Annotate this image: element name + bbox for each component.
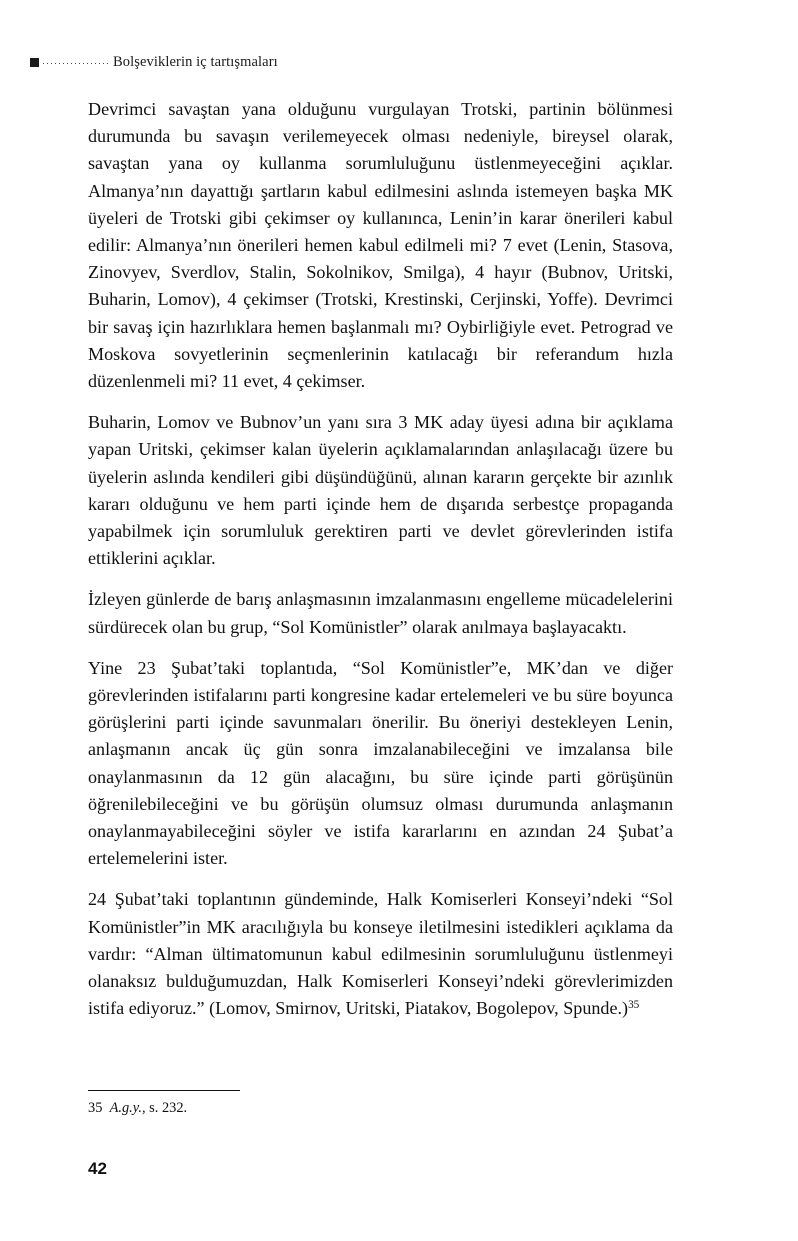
footnote-spacer	[102, 1100, 109, 1116]
paragraph: İzleyen günlerde de barış anlaşmasının imzalanmasını engelleme mücadelelerini sürdürecek olan bu grup, “Sol Komünistler” olarak anılmaya başlayacaktı.	[88, 589, 673, 637]
footnote-reference[interactable]: 35	[628, 999, 640, 1012]
footnote-number: 35	[88, 1100, 103, 1116]
footnote-source-title: A.g.y.	[109, 1100, 142, 1116]
dotted-rule-icon	[43, 63, 109, 64]
body-text-column	[88, 96, 673, 1023]
footnote-entry	[88, 1099, 673, 1118]
paragraph: Buharin, Lomov ve Bubnov’un yanı sıra 3 MK aday üyesi adına bir açıklama yapan Uritski, çekimser kalan üyelerin açıklamalarından anlaşılacağı üzere bu üyelerin aslında kendileri gibi düşündüğünü, alınan kararın gerçekte bir azınlık kararı olduğunu ve hem parti içinde hem de dışarıda serbestçe propaganda yapabilmek için sorumluluk gerektiren parti ve devlet görevlerinden istifa ettiklerini açıklar.	[88, 412, 673, 569]
footnote-separator-rule	[88, 1090, 240, 1091]
running-header	[30, 50, 680, 74]
page-number: 42	[88, 1159, 107, 1178]
paragraph: Devrimci savaştan yana olduğunu vurgulayan Trotski, partinin bölünmesi durumunda bu savaşın verilemeyecek olması nedeniyle, bireysel olarak, savaştan yana oy kullanma sorumluluğunu üstlenmeyeceğini açıklar. Almanya’nın dayattığı şartların kabul edilmesini aslında istemeyen başka MK üyeleri de Trotski gibi çekimser oy kullanınca, Lenin’in karar önerileri kabul edilir: Almanya’nın önerileri hemen kabul edilmeli mi? 7 evet (Lenin, Stasova, Zinovyev, Sverdlov, Stalin, Sokolnikov, Smilga), 4 hayır (Bubnov, Uritski, Buharin, Lomov), 4 çekimser (Trotski, Krestinski, Cerjinski, Yoffe). Devrimci bir savaş için hazırlıklara hemen başlanmalı mı? Oybirliğiyle evet. Petrograd ve Moskova sovyetlerinin seçmenlerinin katılacağı bir referandum hızla düzenlenmeli mi? 11 evet, 4 çekimser.	[88, 99, 673, 392]
paragraph: Yine 23 Şubat’taki toplantıda, “Sol Komünistler”e, MK’dan ve diğer görevlerinden istifalarını parti kongresine kadar ertelemeleri ve bu süre boyunca görüşlerini parti içinde savunmaları önerilir. Bu öneriyi destekleyen Lenin, anlaşmanın ancak üç gün sonra imzalanabileceğini ve imzalansa bile onaylanmasının da 12 gün alacağını, bu süre içinde parti görüşünün öğrenilebileceğini ve bu görüşün olumsuz olması durumunda anlaşmanın onaylanmayabileceğini söyler ve istifa kararlarını en azından 24 Şubat’a ertelemelerini ister.	[88, 657, 673, 869]
footnote-area	[88, 1090, 673, 1118]
paragraph-text: 24 Şubat’taki toplantının gündeminde, Halk Komiserleri Konseyi’ndeki “Sol Komünistler”in MK aracılığıyla bu konseye iletilmesini istedikleri açıklama da vardır: “Alman ültimatomunun kabul edilmesinin sorumluluğunu üstlenmeyi olanaksız bulduğumuzdan, Halk Komiserleri Konseyi’ndeki görevlerimizden istifa ediyoruz.” (Lomov, Smirnov, Uritski, Piatakov, Bogolepov, Spunde.)	[88, 889, 673, 1019]
square-bullet-icon	[30, 58, 39, 67]
running-header-title: Bolşeviklerin iç tartışmaları	[113, 53, 278, 70]
footnote-source-locator: , s. 232.	[141, 1100, 188, 1116]
paragraph-with-footnote	[88, 886, 673, 1022]
